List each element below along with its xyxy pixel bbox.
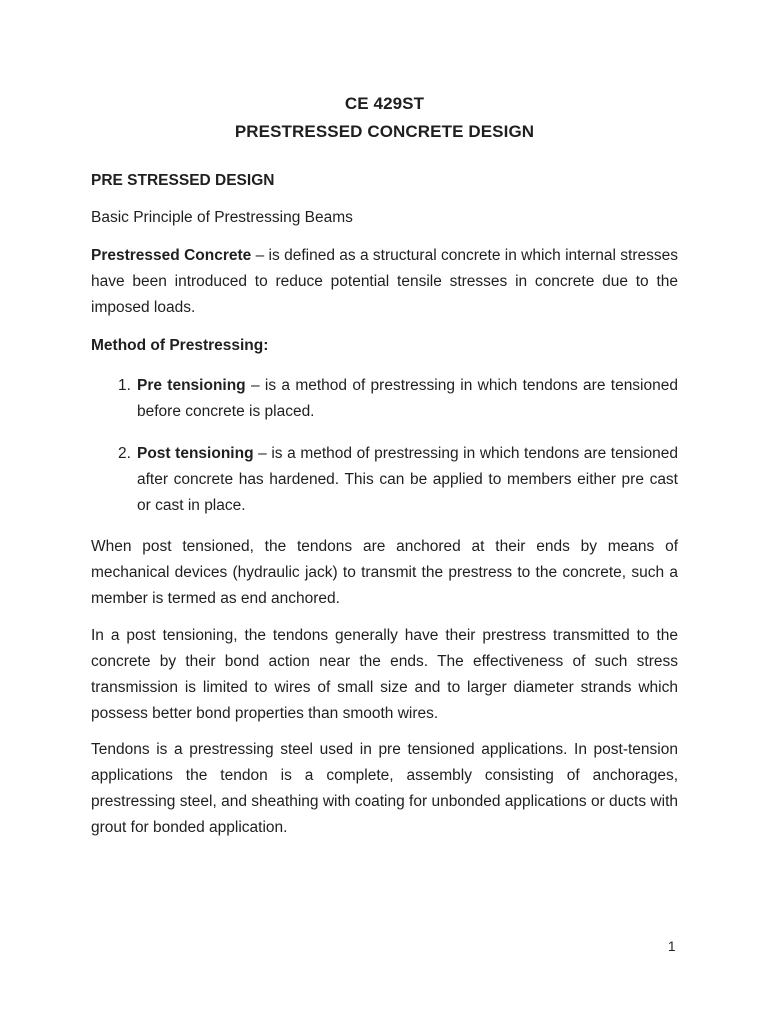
list-number-2: 2. [118,445,131,462]
document-title [91,0,678,146]
definition-body: – is defined as a structural concrete in which internal stresses have been introduced to reduce potential tensile stresses in concrete due to the imposed loads. [91,247,678,316]
definition-term: Prestressed Concrete [91,247,252,264]
paragraph-definition [91,243,678,321]
list-item-pre-tensioning [91,373,678,425]
methods-of-prestressing-heading: Method of Prestressing: [91,337,269,354]
title-line-course-code: CE 429ST [344,94,425,113]
pre-tensioning-body: – is a method of prestressing in which tendons are tensioned before concrete is placed. [137,377,678,420]
pre-tensioning-term: Pre tensioning [137,377,246,394]
subheading-basic-principle: Basic Principle of Prestressing Beams [91,209,353,226]
list-item-post-tensioning [91,441,678,519]
post-tensioning-term: Post tensioning [137,445,254,462]
title-line-course-name: PRESTRESSED CONCRETE DESIGN [234,122,535,141]
section-heading-prestressed-design: PRE STRESSED DESIGN [91,172,275,189]
post-tensioning-body: – is a method of prestressing in which tendons are tensioned after concrete has hardened. This can be applied to members either pre cast or cast in place. [137,445,678,514]
paragraph-in-post-tensioning: In a post tensioning, the tendons generally have their prestress transmitted to the concrete by their bond action near the ends. The effectiveness of such stress transmission is limited to wires of small size and to larger diameter strands which possess better bond properties than smooth wires. [91,627,678,722]
paragraph-tendons: Tendons is a prestressing steel used in pre tensioned applications. In post-tension applications the tendon is a complete, assembly consisting of anchorages, prestressing steel, and sheathing with coating for unbonded applications or ducts with grout for bonded application. [91,741,678,836]
list-number-1: 1. [118,377,131,394]
page-number: 1 [668,939,676,954]
document-content [91,0,678,841]
paragraph-when-post-tensioned: When post tensioned, the tendons are anchored at their ends by means of mechanical devices (hydraulic jack) to transmit the prestress to the concrete, such a member is termed as end anchored. [91,538,678,607]
